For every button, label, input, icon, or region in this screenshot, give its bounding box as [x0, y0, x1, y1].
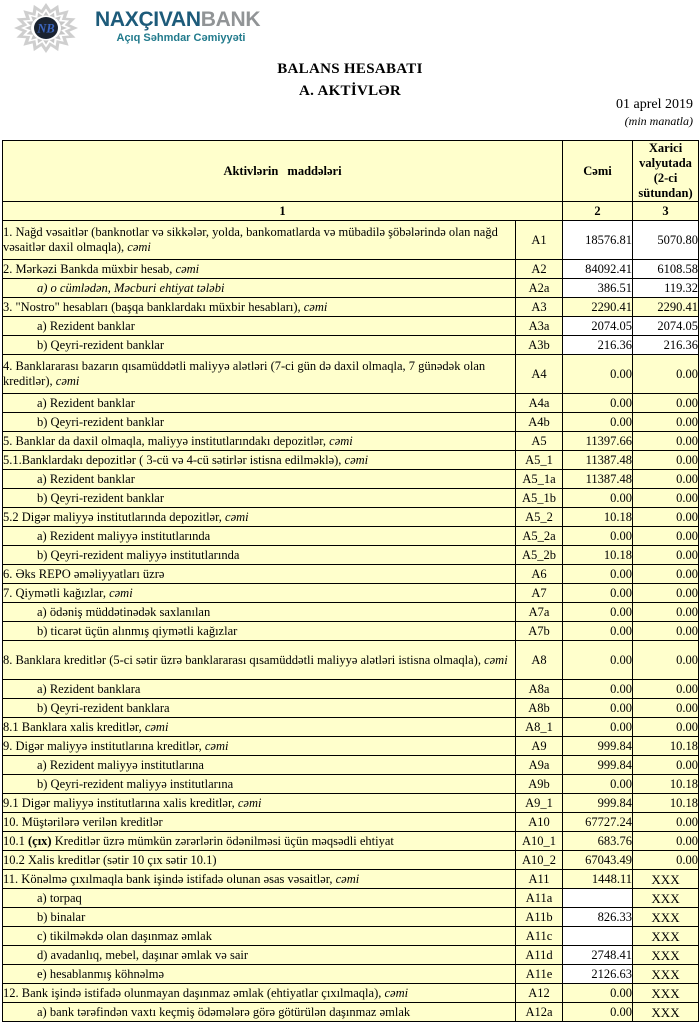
row-total-value: 2748.41	[563, 946, 633, 965]
row-foreign-value: 0.00	[633, 546, 699, 565]
row-total-value: 11397.66	[563, 432, 633, 451]
row-foreign-value: XXX	[633, 927, 699, 946]
table-row	[3, 984, 699, 1003]
row-foreign-value: 0.00	[633, 413, 699, 432]
row-total-value: 999.84	[563, 737, 633, 756]
row-total-value: 1448.11	[563, 870, 633, 889]
colnum-foreign: 3	[633, 202, 699, 221]
row-label	[3, 756, 516, 775]
row-total-value: 0.00	[563, 413, 633, 432]
row-foreign-value: 6108.58	[633, 260, 699, 279]
row-label-segment: a) Rezident banklar	[37, 395, 135, 410]
row-label-segment: Kreditlər üzrə mümkün zərərlərin ödənilməsi üçün məqsədli ehtiyat	[51, 833, 394, 848]
row-label	[3, 260, 516, 279]
row-code: A8b	[516, 699, 563, 718]
row-total-value: 0.00	[563, 699, 633, 718]
row-label-segment: 4. Banklararası bazarın qısamüddətli maliyyə alətləri (7-ci gün də daxil olmaqla, 7 günədək olan kreditlər),	[3, 359, 486, 388]
row-label	[3, 946, 516, 965]
table-row	[3, 394, 699, 413]
row-code: A4	[516, 355, 563, 394]
row-code: A11	[516, 870, 563, 889]
table-row	[3, 794, 699, 813]
row-foreign-value: 0.00	[633, 622, 699, 641]
row-label	[3, 451, 516, 470]
row-total-value: 10.18	[563, 546, 633, 565]
row-code: A11d	[516, 946, 563, 965]
row-foreign-value: XXX	[633, 870, 699, 889]
row-total-value: 11387.48	[563, 451, 633, 470]
row-label-segment: b) Qeyri-rezident banklar	[37, 337, 165, 352]
row-total-value: 67727.24	[563, 813, 633, 832]
row-foreign-value: 0.00	[633, 603, 699, 622]
table-row	[3, 927, 699, 946]
colnum-total: 2	[563, 202, 633, 221]
report-title	[0, 58, 700, 102]
row-code: A9	[516, 737, 563, 756]
row-foreign-value: XXX	[633, 965, 699, 984]
row-code: A4b	[516, 413, 563, 432]
table-row	[3, 889, 699, 908]
table-row	[3, 565, 699, 584]
table-row	[3, 546, 699, 565]
balance-table	[2, 140, 699, 1022]
row-label	[3, 317, 516, 336]
row-foreign-value: 10.18	[633, 775, 699, 794]
row-label-segment: cəmi	[144, 719, 169, 734]
row-total-value	[563, 889, 633, 908]
row-total-value: 0.00	[563, 527, 633, 546]
row-label-segment: b) ticarət üçün alınmış qiymətli kağızlar	[37, 623, 238, 638]
row-label-segment: 1. Nağd vəsaitlər (banknotlar və sikkələr, yolda, bankomatlarda və mübadilə şöbələrində olan nağd vəsaitlər daxil olmaqla),	[3, 225, 498, 254]
table-row	[3, 908, 699, 927]
row-label-segment: 5. Banklar da daxil olmaqla, maliyyə institutlarındakı depozitlər,	[3, 433, 330, 448]
row-foreign-value: XXX	[633, 889, 699, 908]
column-number-row	[3, 202, 699, 221]
table-header-row	[3, 141, 699, 202]
row-total-value: 0.00	[563, 1003, 633, 1022]
row-label	[3, 622, 516, 641]
row-total-value: 11387.48	[563, 470, 633, 489]
row-label	[3, 489, 516, 508]
table-row	[3, 508, 699, 527]
row-foreign-value: 2074.05	[633, 317, 699, 336]
row-foreign-value: 0.00	[633, 565, 699, 584]
row-code: A8	[516, 641, 563, 680]
row-code: A11b	[516, 908, 563, 927]
row-foreign-value: XXX	[633, 1003, 699, 1022]
row-code: A5_2b	[516, 546, 563, 565]
unit-note: (min manatla)	[624, 114, 693, 128]
table-row	[3, 336, 699, 355]
row-code: A12a	[516, 1003, 563, 1022]
row-label-segment: 11. Könəlmə çıxılmaqla bank işində istifadə olunan əsas vəsaitlər,	[3, 871, 336, 886]
row-label	[3, 470, 516, 489]
row-label-segment: a) Rezident banklar	[37, 318, 135, 333]
row-total-value: 0.00	[563, 775, 633, 794]
page-header	[0, 0, 700, 140]
row-foreign-value: 10.18	[633, 737, 699, 756]
row-code: A5	[516, 432, 563, 451]
row-label-segment: b) Qeyri-rezident maliyyə institutlarında	[37, 547, 240, 562]
row-label	[3, 355, 516, 394]
table-row	[3, 851, 699, 870]
row-label-segment: 2. Mərkəzi Bankda müxbir hesab,	[3, 261, 176, 276]
table-row	[3, 718, 699, 737]
row-label	[3, 413, 516, 432]
row-label-segment: cəmi	[175, 261, 200, 276]
row-label-segment: a) ödəniş müddətinədək saxlanılan	[37, 604, 211, 619]
table-row	[3, 317, 699, 336]
row-total-value: 0.00	[563, 718, 633, 737]
header-total: Cəmi	[563, 141, 633, 202]
row-label-segment: a) Rezident banklar	[37, 471, 135, 486]
row-total-value: 826.33	[563, 908, 633, 927]
header-items: Aktivlərin maddələri	[3, 141, 563, 202]
header-foreign: Xarici valyutada (2-ci sütundan)	[633, 141, 699, 202]
row-foreign-value: 0.00	[633, 584, 699, 603]
row-label-segment: c) tikilməkdə olan daşınmaz əmlak	[37, 928, 212, 943]
row-total-value	[563, 927, 633, 946]
row-label-segment: 10.2 Xalis kreditlər (sətir 10 çıx sətir 10.1)	[3, 852, 217, 867]
row-total-value: 0.00	[563, 565, 633, 584]
row-label-segment: cəmi	[344, 452, 369, 467]
row-label-segment: 8.1 Banklara xalis kreditlər,	[3, 719, 145, 734]
row-label-segment: cəmi	[55, 374, 80, 388]
row-foreign-value: 0.00	[633, 718, 699, 737]
row-label-segment: 10.1	[3, 833, 28, 848]
bank-name-secondary: BANK	[200, 8, 261, 31]
table-row	[3, 451, 699, 470]
row-code: A10_2	[516, 851, 563, 870]
row-code: A5_1	[516, 451, 563, 470]
table-row	[3, 527, 699, 546]
table-row	[3, 946, 699, 965]
row-label-segment: b) Qeyri-rezident banklar	[37, 414, 165, 429]
row-code: A5_2a	[516, 527, 563, 546]
row-code: A3	[516, 298, 563, 317]
row-total-value: 0.00	[563, 622, 633, 641]
row-code: A4a	[516, 394, 563, 413]
row-foreign-value: XXX	[633, 908, 699, 927]
row-total-value: 67043.49	[563, 851, 633, 870]
row-label-segment: a) torpaq	[37, 890, 82, 905]
row-total-value: 0.00	[563, 394, 633, 413]
table-row	[3, 470, 699, 489]
bank-name-primary: NAXÇIVAN	[95, 8, 201, 31]
row-label	[3, 1003, 516, 1022]
row-label-segment: 10. Müştərilərə verilən kreditlər	[3, 814, 163, 829]
row-label	[3, 984, 516, 1003]
row-label	[3, 508, 516, 527]
table-row	[3, 260, 699, 279]
row-total-value: 0.00	[563, 680, 633, 699]
row-total-value: 2074.05	[563, 317, 633, 336]
colnum-items: 1	[3, 202, 563, 221]
row-label-segment: 9.1 Digər maliyyə institutlarına xalis kreditlər,	[3, 795, 238, 810]
row-code: A11c	[516, 927, 563, 946]
row-total-value: 386.51	[563, 279, 633, 298]
row-code: A7a	[516, 603, 563, 622]
row-code: A7b	[516, 622, 563, 641]
row-foreign-value: 0.00	[633, 527, 699, 546]
row-total-value: 18576.81	[563, 221, 633, 260]
row-label	[3, 221, 516, 260]
row-label-segment: 6. Əks REPO əməliyyatları üzrə	[3, 566, 165, 581]
bank-subtitle: Açıq Səhmdar Cəmiyyəti	[116, 32, 246, 44]
table-row	[3, 584, 699, 603]
row-label	[3, 870, 516, 889]
row-total-value: 2126.63	[563, 965, 633, 984]
row-label	[3, 832, 516, 851]
row-label-segment: b) Qeyri-rezident banklara	[37, 700, 170, 715]
table-row	[3, 699, 699, 718]
row-label-segment: cəmi	[109, 585, 133, 600]
row-code: A2a	[516, 279, 563, 298]
row-label-segment: cəmi	[237, 795, 262, 810]
row-total-value: 0.00	[563, 489, 633, 508]
row-code: A3a	[516, 317, 563, 336]
row-label	[3, 775, 516, 794]
row-total-value: 0.00	[563, 355, 633, 394]
row-foreign-value: 0.00	[633, 680, 699, 699]
row-label	[3, 908, 516, 927]
row-foreign-value: 0.00	[633, 851, 699, 870]
row-label-segment: cəmi	[484, 652, 508, 667]
row-label-segment: 5.1.Banklardakı depozitlər ( 3-cü və 4-cü sətirlər istisna edilməklə),	[3, 452, 345, 467]
row-label	[3, 794, 516, 813]
row-code: A8_1	[516, 718, 563, 737]
row-code: A5_1b	[516, 489, 563, 508]
report-title-line1: BALANS HESABATI	[277, 61, 423, 77]
row-label-segment: cəmi	[225, 509, 249, 524]
row-foreign-value: 0.00	[633, 394, 699, 413]
table-row	[3, 355, 699, 394]
table-row	[3, 432, 699, 451]
row-label-segment: a) o cümlədən, Məcburi ehtiyat tələbi	[37, 280, 225, 295]
row-foreign-value: 0.00	[633, 699, 699, 718]
row-code: A6	[516, 565, 563, 584]
row-code: A9_1	[516, 794, 563, 813]
row-label-segment: b) binalar	[37, 909, 86, 924]
row-label-segment: cəmi	[204, 738, 229, 753]
row-label-segment: (çıx)	[28, 833, 52, 848]
row-label	[3, 432, 516, 451]
row-label-segment: a) Rezident maliyyə institutlarına	[37, 757, 204, 772]
row-label	[3, 546, 516, 565]
table-row	[3, 965, 699, 984]
row-label-segment: 3. "Nostro" hesabları (başqa banklardakı müxbir hesabları),	[3, 299, 304, 314]
report-title-line2: A. AKTİVLƏR	[299, 83, 401, 99]
table-row	[3, 489, 699, 508]
row-code: A10	[516, 813, 563, 832]
row-foreign-value: 0.00	[633, 756, 699, 775]
row-label-segment: 8. Banklara kreditlər (5-ci sətir üzrə banklararası qısamüddətli maliyyə alətləri istisna olmaqla),	[3, 652, 485, 667]
row-label	[3, 394, 516, 413]
row-code: A5_2	[516, 508, 563, 527]
report-date: 01 aprel 2019	[616, 97, 693, 112]
row-label	[3, 965, 516, 984]
row-code: A5_1a	[516, 470, 563, 489]
row-label-segment: cəmi	[127, 240, 151, 254]
row-label-segment: b) Qeyri-rezident banklar	[37, 490, 165, 505]
row-label-segment: 12. Bank işində istifadə olunmayan daşınmaz əmlak (ehtiyatlar çıxılmaqla),	[3, 985, 385, 1000]
table-row	[3, 413, 699, 432]
table-row	[3, 1003, 699, 1022]
table-row	[3, 622, 699, 641]
row-foreign-value: 0.00	[633, 641, 699, 680]
table-row	[3, 603, 699, 622]
table-row	[3, 832, 699, 851]
row-label-segment: a) Rezident banklara	[37, 681, 141, 696]
row-foreign-value: 5070.80	[633, 221, 699, 260]
row-label-segment: cəmi	[335, 871, 360, 886]
row-label-segment: d) avadanlıq, mebel, daşınar əmlak və sair	[37, 947, 249, 962]
row-label-segment: cəmi	[303, 299, 328, 314]
row-label	[3, 279, 516, 298]
row-label	[3, 298, 516, 317]
row-label	[3, 641, 516, 680]
row-code: A11e	[516, 965, 563, 984]
row-code: A10_1	[516, 832, 563, 851]
row-total-value: 216.36	[563, 336, 633, 355]
row-label-segment: 7. Qiymətli kağızlar,	[3, 585, 110, 600]
row-total-value: 0.00	[563, 641, 633, 680]
row-code: A9b	[516, 775, 563, 794]
row-label	[3, 813, 516, 832]
table-row	[3, 870, 699, 889]
row-code: A9a	[516, 756, 563, 775]
row-foreign-value: 0.00	[633, 470, 699, 489]
date-block	[616, 97, 693, 129]
row-foreign-value: 0.00	[633, 813, 699, 832]
row-total-value: 683.76	[563, 832, 633, 851]
row-label-segment: a) bank tərəfindən vaxtı keçmiş ödəmələrə görə götürülən daşınmaz əmlak	[37, 1004, 411, 1019]
row-code: A3b	[516, 336, 563, 355]
row-label	[3, 584, 516, 603]
row-total-value: 10.18	[563, 508, 633, 527]
row-label	[3, 527, 516, 546]
row-total-value: 0.00	[563, 603, 633, 622]
row-total-value: 84092.41	[563, 260, 633, 279]
row-code: A1	[516, 221, 563, 260]
row-foreign-value: XXX	[633, 984, 699, 1003]
row-label	[3, 718, 516, 737]
table-row	[3, 775, 699, 794]
row-label	[3, 603, 516, 622]
row-label-segment: cəmi	[384, 985, 409, 1000]
row-label	[3, 680, 516, 699]
row-label	[3, 927, 516, 946]
row-label-segment: b) Qeyri-rezident maliyyə institutlarına	[37, 776, 234, 791]
row-foreign-value: 216.36	[633, 336, 699, 355]
row-foreign-value: 0.00	[633, 432, 699, 451]
row-code: A7	[516, 584, 563, 603]
table-row	[3, 298, 699, 317]
row-foreign-value: 0.00	[633, 451, 699, 470]
row-label	[3, 889, 516, 908]
table-row	[3, 737, 699, 756]
bank-emblem-icon	[13, 2, 79, 54]
row-foreign-value: 0.00	[633, 508, 699, 527]
table-row	[3, 221, 699, 260]
row-label	[3, 737, 516, 756]
bank-wordmark	[95, 8, 395, 32]
row-total-value: 999.84	[563, 756, 633, 775]
row-total-value: 2290.41	[563, 298, 633, 317]
row-label-segment: e) hesablanmış köhnəlmə	[37, 966, 165, 981]
row-total-value: 0.00	[563, 984, 633, 1003]
row-label-segment: a) Rezident maliyyə institutlarında	[37, 528, 211, 543]
row-foreign-value: 119.32	[633, 279, 699, 298]
table-row	[3, 813, 699, 832]
row-foreign-value: 0.00	[633, 355, 699, 394]
row-label	[3, 699, 516, 718]
row-total-value: 0.00	[563, 584, 633, 603]
row-label	[3, 565, 516, 584]
emblem-initials: NB	[37, 21, 55, 36]
table-row	[3, 680, 699, 699]
table-row	[3, 641, 699, 680]
row-foreign-value: 10.18	[633, 794, 699, 813]
table-row	[3, 756, 699, 775]
row-label	[3, 851, 516, 870]
row-code: A8a	[516, 680, 563, 699]
row-label-segment: 5.2 Digər maliyyə institutlarında depozitlər,	[3, 509, 226, 524]
row-foreign-value: 0.00	[633, 489, 699, 508]
row-foreign-value: 2290.41	[633, 298, 699, 317]
balance-table-body	[3, 221, 699, 1022]
row-code: A12	[516, 984, 563, 1003]
row-label-segment: 9. Digər maliyyə institutlarına kreditlər,	[3, 738, 205, 753]
row-code: A11a	[516, 889, 563, 908]
row-total-value: 999.84	[563, 794, 633, 813]
row-foreign-value: 0.00	[633, 832, 699, 851]
row-code: A2	[516, 260, 563, 279]
row-label-segment: cəmi	[329, 433, 353, 448]
row-label	[3, 336, 516, 355]
table-row	[3, 279, 699, 298]
row-foreign-value: XXX	[633, 946, 699, 965]
